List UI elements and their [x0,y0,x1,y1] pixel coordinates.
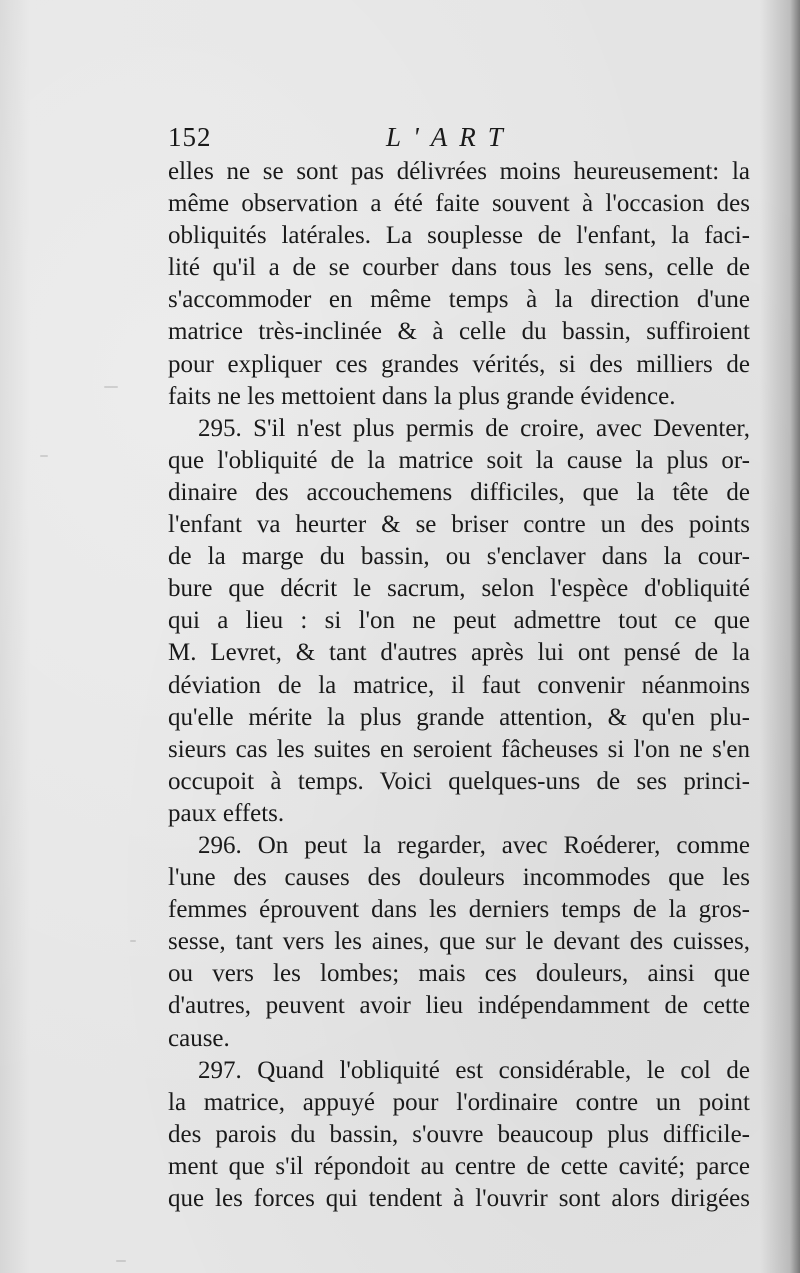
text-line: obliquités latérales. La souplesse de l'enfant, la faci- [168,222,750,250]
paper-speck [40,455,48,457]
text-line: des parois du bassin, s'ouvre beaucoup plus difficile- [168,1120,750,1148]
text-line: qu'elle mérite la plus grande attention, & qu'en plu- [168,703,750,731]
text-line: même observation a été faite souvent à l'occasion des [168,190,750,218]
paper-speck [104,386,118,388]
text-line: que l'obliquité de la matrice soit la cause la plus or- [168,446,750,474]
text-line: sieurs cas les suites en seroient fâcheuses si l'on ne s'en [168,735,750,763]
text-line: dinaire des accouchemens difficiles, que la tête de [168,478,750,506]
text-line: matrice très-inclinée & à celle du bassin, suffiroient [168,318,750,346]
text-line: de la marge du bassin, ou s'enclaver dans la cour- [168,543,750,571]
text-line: qui a lieu : si l'on ne peut admettre tout ce que [168,607,750,635]
running-title: L'ART [386,122,515,152]
text-line: ou vers les lombes; mais ces douleurs, ainsi que [168,960,750,988]
text-line: ment que s'il répondoit au centre de cette cavité; parce [168,1152,750,1180]
text-line: faits ne les mettoient dans la plus grande évidence. [168,382,676,410]
paper-speck [116,1260,126,1262]
paragraph-start-297: 297. Quand l'obliquité est considérable, le col de [198,1056,750,1084]
paragraph-start-295: 295. S'il n'est plus permis de croire, avec Deventer, [198,414,750,442]
text-line: l'une des causes des douleurs incommodes que les [168,864,750,892]
paragraph-start-296: 296. On peut la regarder, avec Roéderer, comme [198,831,750,859]
text-line: cause. [168,1024,230,1052]
text-line: occupoit à temps. Voici quelques-uns de ses princi- [168,767,750,795]
text-line: bure que décrit le sacrum, selon l'espèce d'obliquité [168,575,750,603]
body-text [168,156,750,1215]
text-line: l'enfant va heurter & se briser contre un des points [168,511,750,539]
text-line: femmes éprouvent dans les derniers temps de la gros- [168,896,750,924]
text-line: pour expliquer ces grandes vérités, si des milliers de [168,350,750,378]
text-line: que les forces qui tendent à l'ouvrir sont alors dirigées [168,1185,750,1212]
paper-speck [130,940,136,942]
text-line: elles ne se sont pas délivrées moins heureusement: la [168,158,750,185]
page-number: 152 [168,122,212,152]
text-line: déviation de la matrice, il faut convenir néanmoins [168,671,750,699]
running-head [168,122,748,158]
text-line: M. Levret, & tant d'autres après lui ont pensé de la [168,639,750,667]
text-line: paux effets. [168,799,285,827]
text-line: lité qu'il a de se courber dans tous les sens, celle de [168,254,750,282]
text-line: d'autres, peuvent avoir lieu indépendamment de cette [168,992,750,1020]
text-line: sesse, tant vers les aines, que sur le devant des cuisses, [168,928,750,956]
text-line: la matrice, appuyé pour l'ordinaire contre un point [168,1088,750,1116]
text-line: s'accommoder en même temps à la direction d'une [168,286,750,314]
